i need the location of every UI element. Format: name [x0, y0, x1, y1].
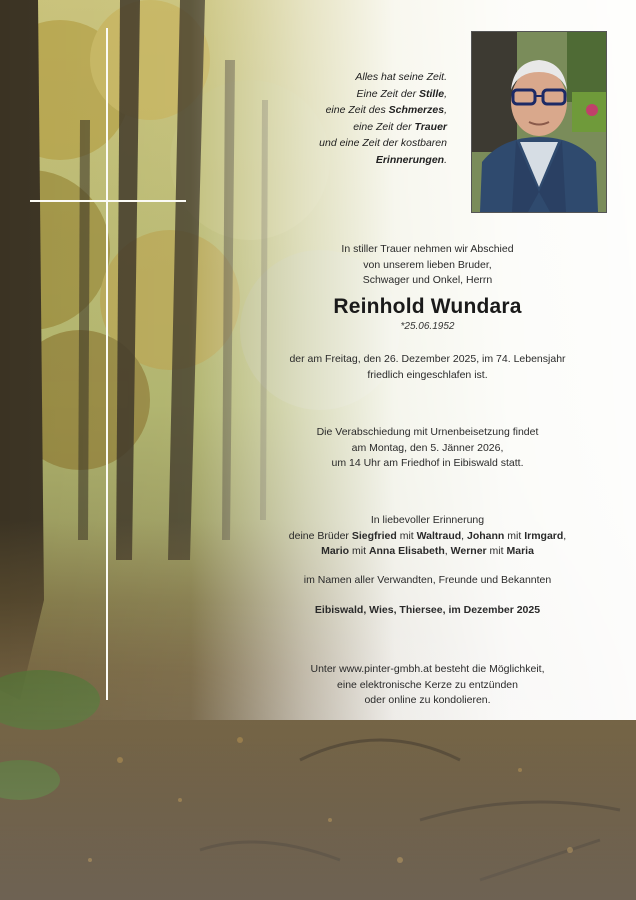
intro-line: Schwager und Onkel, Herrn [362, 274, 493, 286]
ceremony-info [250, 425, 605, 472]
quote-text: Eine Zeit der [356, 87, 419, 100]
family-member: Waltraud [416, 529, 462, 542]
condolence-line: oder online zu kondolieren. [364, 694, 491, 706]
condolence-line: Unter www.pinter-gmbh.at besteht die Möglichkeit, [310, 663, 545, 675]
family-text: deine Brüder [288, 529, 352, 542]
family-member: Werner [450, 545, 487, 557]
death-notice [250, 352, 605, 383]
cross-horizontal-bar [30, 200, 186, 202]
place-and-date: Eibiswald, Wies, Thiersee, im Dezember 2025 [314, 604, 541, 616]
intro-line: von unserem lieben Bruder, [363, 258, 492, 271]
quote-text: . [444, 153, 447, 166]
quote-text: eine Zeit der [353, 120, 415, 133]
ceremony-line: am Montag, den 5. Jänner 2026, [351, 441, 504, 454]
relatives-line: im Namen aller Verwandten, Freunde und Bekannten [303, 574, 552, 586]
family-member: Maria [506, 545, 534, 557]
quote-emphasis: Erinnerungen [375, 153, 445, 166]
family-member: Anna Elisabeth [368, 545, 445, 557]
family-heading: In liebevoller Erinnerung [370, 514, 485, 526]
death-line: der am Freitag, den 26. Dezember 2025, im 74. Lebensjahr [289, 353, 566, 365]
family-line [250, 529, 605, 545]
birth-date: *25.06.1952 [400, 321, 455, 332]
family-member: Irmgard [524, 529, 564, 542]
family-line [250, 544, 605, 560]
cross-vertical-bar [106, 28, 108, 700]
ceremony-line: um 14 Uhr am Friedhof in Eibiswald statt. [331, 457, 524, 469]
quote-emphasis: Stille [418, 87, 445, 100]
family-member: Mario [321, 545, 350, 557]
intro-line: In stiller Trauer nehmen wir Abschied [341, 243, 514, 255]
death-line: friedlich eingeschlafen ist. [367, 368, 488, 381]
family-text: , [444, 545, 451, 557]
quote-emphasis: Trauer [414, 120, 447, 133]
condolence-line: eine elektronische Kerze zu entzünden [337, 678, 518, 691]
intro-text [250, 242, 605, 289]
family-text: , [563, 529, 567, 542]
quote-text: , [444, 104, 447, 116]
quote-emphasis: Schmerzes [388, 104, 445, 116]
family-text: , [461, 529, 467, 542]
online-condolence-info [250, 662, 605, 709]
quote-text: und eine Zeit der kostbaren [319, 137, 447, 149]
family-text: mit [349, 545, 369, 557]
deceased-name: Reinhold Wundara [333, 295, 522, 318]
ceremony-line: Die Verabschiedung mit Urnenbeisetzung findet [316, 426, 539, 438]
quote-text: eine Zeit des [325, 104, 389, 116]
family-text: mit [486, 545, 507, 557]
family-text: mit [504, 529, 525, 542]
family-text: mit [396, 529, 417, 542]
family-member: Siegfried [351, 529, 397, 542]
family-member: Johann [467, 529, 505, 542]
portrait-photo [471, 31, 607, 213]
memorial-quote [319, 69, 447, 168]
quote-text: , [444, 87, 447, 100]
family-mourners [250, 513, 605, 560]
quote-line: Alles hat seine Zeit. [355, 71, 447, 83]
